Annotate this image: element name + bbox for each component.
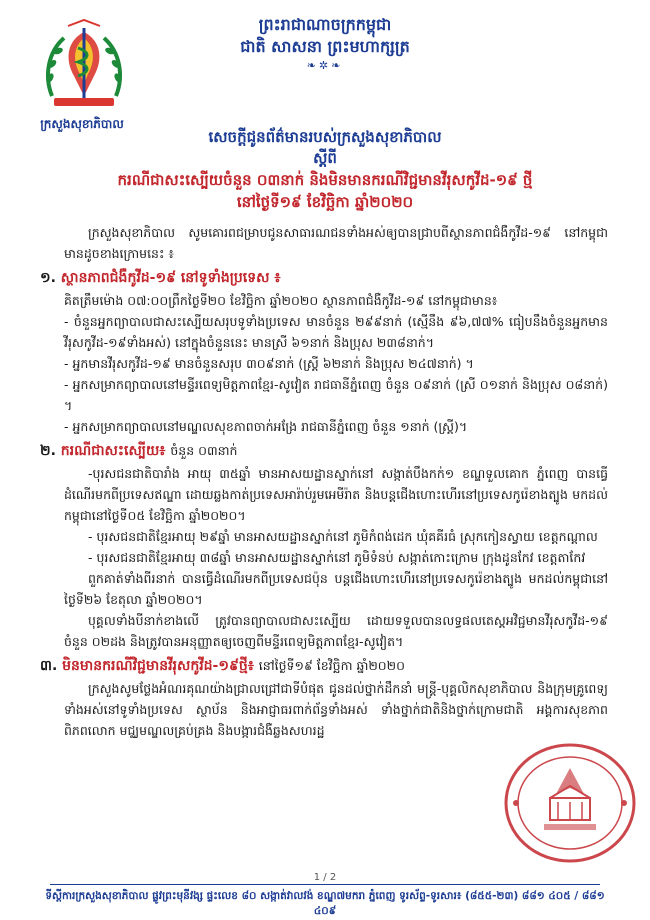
section-3-heading: [40, 654, 608, 678]
kingdom-header: [0, 14, 650, 74]
section-3-date: នៅថ្ងៃទី១៩ ខែវិច្ឆិកា ឆ្នាំ២០២០: [258, 658, 405, 673]
title-date: នៅថ្ងៃទី១៩ ខែវិច្ឆិកា ឆ្នាំ២០២០: [236, 193, 414, 211]
section-1-heading: [40, 266, 608, 290]
kingdom-title: ព្រះរាជាណាចក្រកម្ពុជា: [258, 15, 392, 34]
document-body: [40, 222, 608, 741]
section-1-item: - អ្នកសម្រាកព្យាបាលនៅមណ្ឌលសុខភាពចាក់អង្រែ រាជធានីភ្នំពេញ ចំនួន ១នាក់ (ស្ត្រី)។: [64, 419, 468, 434]
section-2-count: ចំនួន ០៣នាក់: [170, 443, 238, 458]
section-1-title: ស្ថានភាពជំងឺកូវីដ-១៩ នៅទូទាំងប្រទេស ៖: [60, 270, 281, 286]
ministry-name: ក្រសួងសុខាភិបាល: [40, 117, 124, 131]
section-1-item: - ចំនួនអ្នកព្យាបាលជាសះស្បើយសរុបទូទាំងប្រទេស មានចំនួន ២៩៩នាក់ (ស្មើនឹង ៩៦,៧៧% ធៀបនឹងចំនួនអ្នកមានវីរុសកូវីដ-១៩ទាំងអស់) នៅក្នុងចំនួននេះ មានស្រី ៦១នាក់ និងប្រុស ២៣៨នាក់។: [64, 314, 608, 350]
section-3-number: ៣.: [40, 658, 58, 674]
section-3-title: មិនមានករណីវិជ្ជមានវីរុសកូវីដ-១៩ថ្មី៖: [62, 658, 254, 674]
section-1-item: - អ្នកមានវីរុសកូវីដ-១៩ មានចំនួនសរុប ៣០៩នាក់ (ស្ត្រី ៦២នាក់ និងប្រុស ២៤៧នាក់) ។: [64, 356, 474, 371]
section-1-number: ១.: [40, 270, 56, 286]
title-line-2: ស្តីពី: [313, 149, 337, 167]
section-2-item: -បុរសជនជាតិបារាំង អាយុ ៣៥ឆ្នាំ មានអាសយដ្ឋានស្នាក់នៅ សង្កាត់បឹងកក់១ ខណ្ឌទួលគោក ភ្នំពេញ បានធ្វើដំណើរមកពីប្រទេសឥណ្ឌា ដោយឆ្លងកាត់ប្រទេសអារ៉ាប់រួមអេមីរ៉ាត និងបន្តជើងហោះហើរនៅប្រទេសកូរ៉េខាងត្បូង មកដល់កម្ពុជានៅថ្ងៃទី០៥ ខែវិច្ឆិកា ឆ្នាំ២០២០។: [64, 466, 608, 523]
footer-address: ទីស្តីការក្រសួងសុខាភិបាល ផ្លូវព្រះមុនីវង្ស ផ្ទះលេខ ៨០ សង្កាត់វាលវង់ ខណ្ឌ៧មករា ភ្នំពេញ ទូរស័ព្ទ-ទូរសារ៖ (៨៥៥-២៣) ៨៨១ ៤០៥ / ៨៨១ ៤០៩: [45, 890, 605, 917]
title-line-3: ករណីជាសះស្បើយចំនួន ០៣នាក់ និងមិនមានករណីវិជ្ជមានវីរុសកូវីដ-១៩ ថ្មី: [117, 171, 533, 189]
section-2-item: - បុរសជនជាតិខ្មែរអាយុ ៣៨ឆ្នាំ មានអាសយដ្ឋានស្នាក់នៅ ភូមិទំនប់ សង្កាត់កោះក្រោម ក្រុងដូនកែវ ខេត្តតាកែវ: [88, 550, 586, 565]
section-2-heading: [40, 439, 608, 463]
section-2-number: ២.: [40, 443, 56, 459]
title-line-1: សេចក្តីជូនព័ត៌មានរបស់ក្រសួងសុខាភិបាល: [208, 128, 442, 146]
page-number: 1 / 2: [313, 872, 337, 883]
press-release-title: [0, 126, 650, 213]
footer-divider: [50, 884, 600, 885]
ornament-divider: ❧✲❧: [306, 59, 344, 72]
section-1-lead: គិតត្រឹមម៉ោង ០៧:០០ព្រឹកថ្ងៃទី២០ ខែវិច្ឆិកា ឆ្នាំ២០២០ ស្ថានភាពជំងឺកូវីដ-១៩ នៅកម្ពុជាមាន៖: [64, 293, 498, 308]
section-3-paragraph: ក្រសួងសូមថ្លែងអំណរគុណយ៉ាងជ្រាលជ្រៅជាទីបំផុត ជូនដល់ថ្នាក់ដឹកនាំ មន្ត្រី-បុគ្គលិកសុខាភិបាល និងក្រុមគ្រូពេទ្យទាំងអស់នៅទូទាំងប្រទេស ស្ថាប័ន និងអាជ្ញាធរពាក់ព័ន្ធទាំងអស់ ទាំងថ្នាក់ជាតិនិងថ្នាក់ក្រោមជាតិ អង្គការសុខភាពពិភពលោក មជ្ឈមណ្ឌលគ្រប់គ្រង និងបង្ការជំងឺឆ្លងសហរដ្ឋ: [64, 681, 608, 738]
intro-paragraph: ក្រសួងសុខាភិបាល សូមគោរពជម្រាបជូនសាធារណជនទាំងអស់ឲ្យបានជ្រាបពីស្ថានភាពជំងឺកូវីដ-១៩ នៅកម្ពុជា មានដូចខាងក្រោមនេះ ៖: [64, 225, 608, 261]
national-motto: ជាតិ សាសនា ព្រះមហាក្សត្រ: [240, 37, 410, 56]
section-2-item: ពួកគាត់ទាំងពីរនាក់ បានធ្វើដំណើរមកពីប្រទេសជប៉ុន បន្តជើងហោះហើរនៅប្រទេសកូរ៉េខាងត្បូង មកដល់កម្ពុជានៅថ្ងៃទី២៦ ខែតុលា ឆ្នាំ២០២០។: [64, 571, 608, 607]
section-2-item: - បុរសជនជាតិខ្មែរអាយុ ២៩ឆ្នាំ មានអាសយដ្ឋានស្នាក់នៅ ភូមិកំពង់ដេក ឃុំគគីរធំ ស្រុកកៀនស្វាយ ខេត្តកណ្តាល: [88, 529, 598, 544]
section-2-item: បុគ្គលទាំងបីនាក់ខាងលើ ត្រូវបានព្យាបាលជាសះស្បើយ ដោយទទួលបានលទ្ធផលតេស្តអវិជ្ជមានវីរុសកូវីដ-១៩ ចំនួន ០២ដង និងត្រូវបានអនុញ្ញាតឲ្យចេញពីមន្ទីរពេទ្យមិត្តភាពខ្មែរ-សូវៀត។: [64, 613, 608, 649]
official-stamp-icon: [500, 738, 640, 868]
section-2-title: ករណីជាសះស្បើយ៖: [60, 443, 166, 459]
section-1-item: - អ្នកសម្រាកព្យាបាលនៅមន្ទីរពេទ្យមិត្តភាពខ្មែរ-សូវៀត រាជធានីភ្នំពេញ ចំនួន ០៩នាក់ (ស្រី ០១នាក់ និងប្រុស ០៨នាក់) ។: [64, 377, 608, 413]
